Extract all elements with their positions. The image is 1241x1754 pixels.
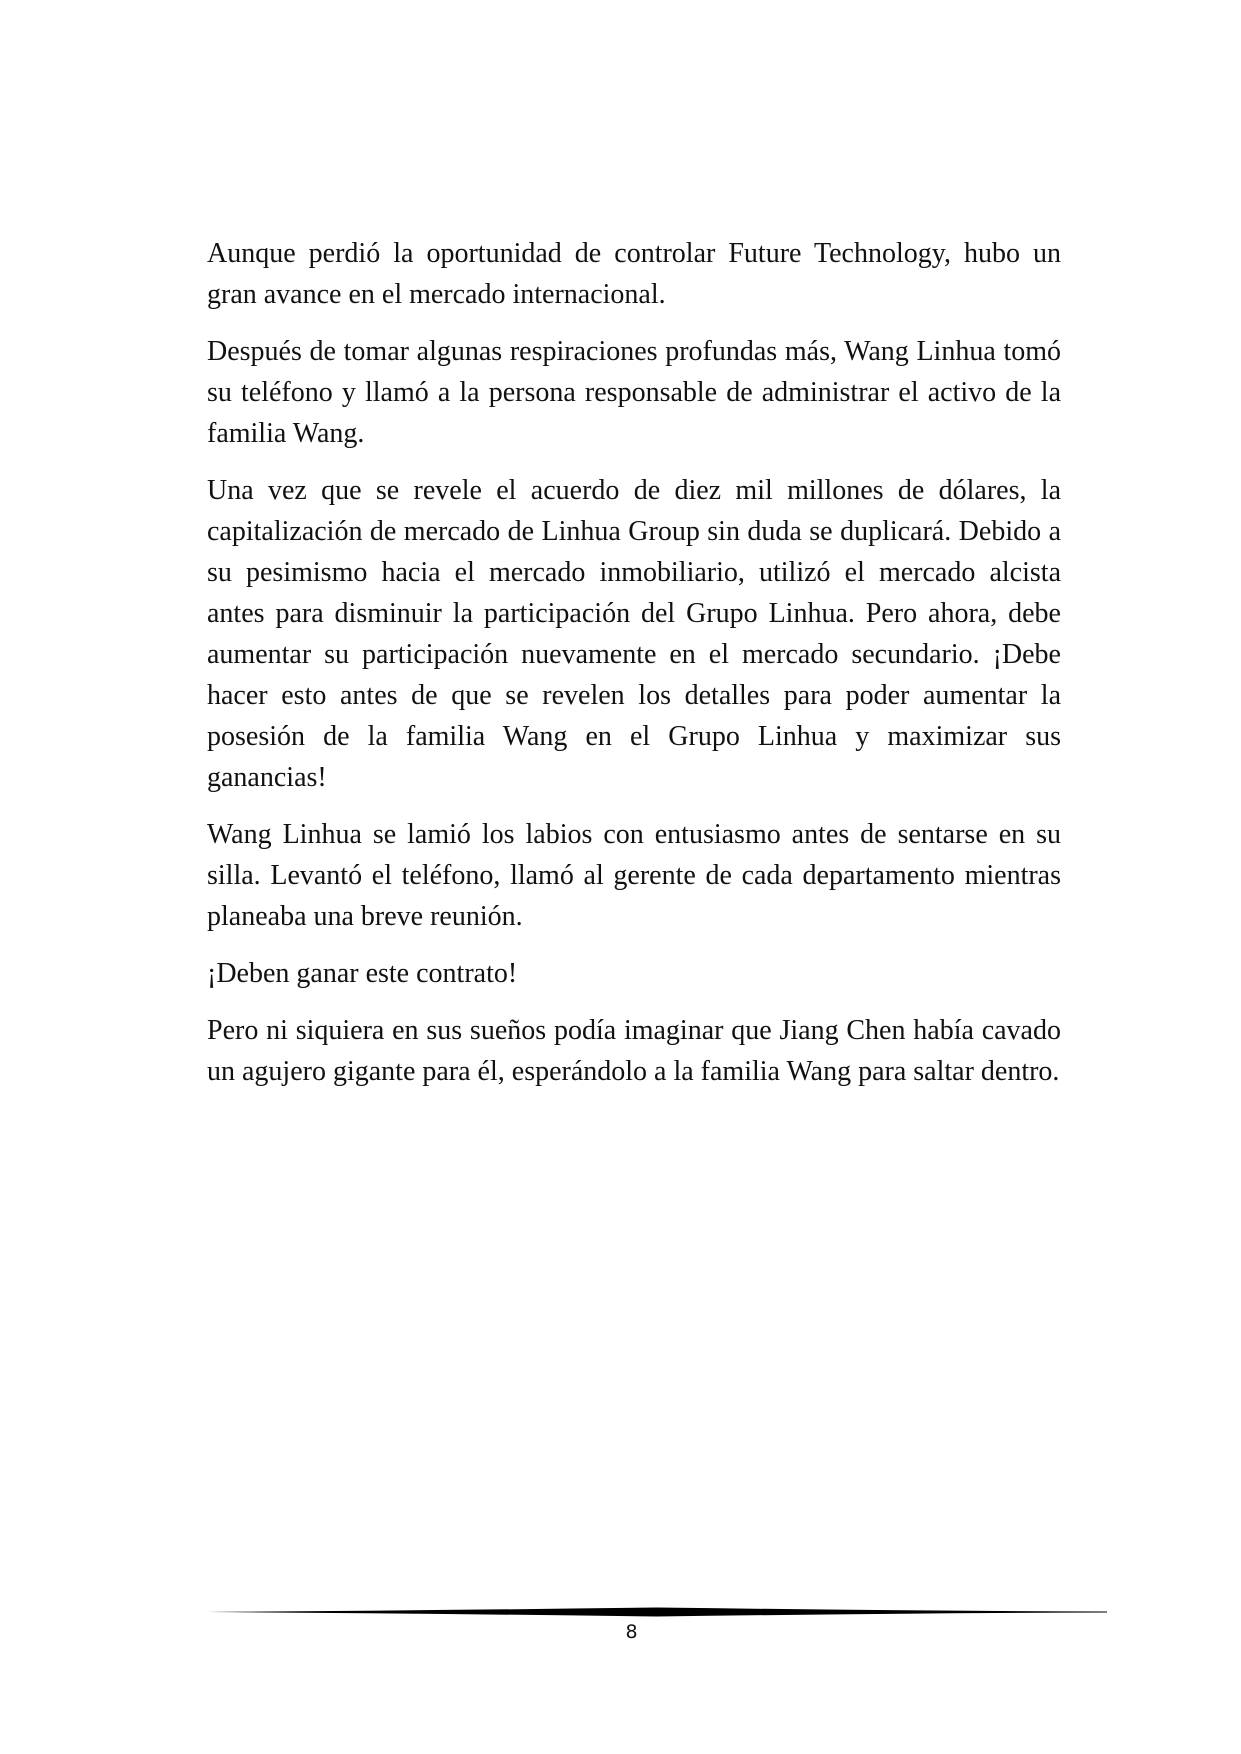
page-number: 8: [625, 1621, 638, 1643]
paragraph: ¡Deben ganar este contrato!: [207, 958, 518, 989]
paragraph: Pero ni siquiera en sus sueños podía imaginar que Jiang Chen había cavado un agujero gigante para él, esperándolo a la familia Wang para saltar dentro.: [207, 1015, 1061, 1087]
paragraph: Una vez que se revele el acuerdo de diez mil millones de dólares, la capitalización de mercado de Linhua Group sin duda se duplicará. Debido a su pesimismo hacia el mercado inmobiliario, utilizó el mercado alcista antes para disminuir la participación del Grupo Linhua. Pero ahora, debe aumentar su participación nuevamente en el mercado secundario. ¡Debe hacer esto antes de que se revelen los detalles para poder aumentar la posesión de la familia Wang en el Grupo Linhua y maximizar sus ganancias!: [207, 475, 1061, 793]
footer-divider: [207, 1604, 1107, 1620]
body-text: [207, 233, 1061, 1108]
paragraph: Wang Linhua se lamió los labios con entusiasmo antes de sentarse en su silla. Levantó el teléfono, llamó al gerente de cada departamento mientras planeaba una breve reunión.: [207, 819, 1061, 932]
paragraph: Después de tomar algunas respiraciones profundas más, Wang Linhua tomó su teléfono y llamó a la persona responsable de administrar el activo de la familia Wang.: [207, 336, 1061, 449]
paragraph: Aunque perdió la oportunidad de controlar Future Technology, hubo un gran avance en el mercado internacional.: [207, 238, 1061, 310]
